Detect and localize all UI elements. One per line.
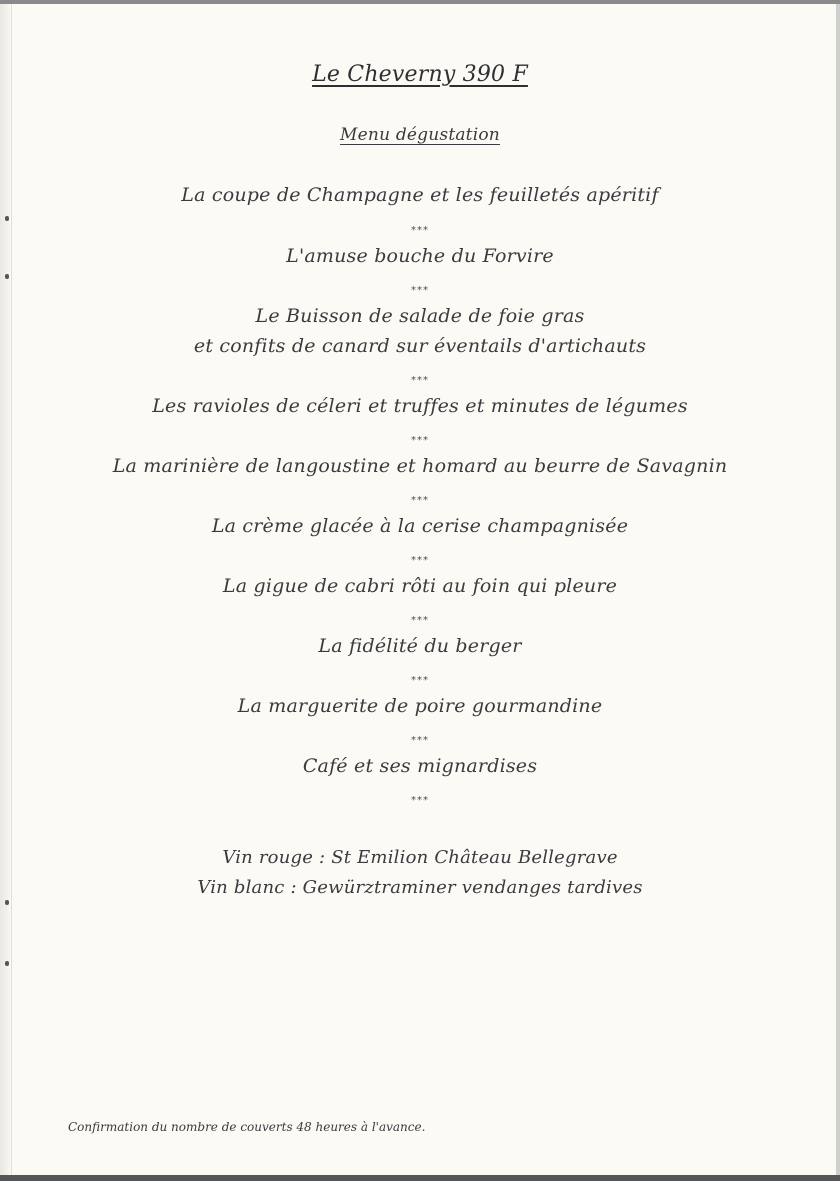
binding-hole [5,961,9,966]
course-item: La crème glacée à la cerise champagnisée [211,515,629,537]
wine-red: Vin rouge : St Emilion Château Bellegrave [222,847,618,868]
binding-hole [5,274,9,279]
course-separator: *** [411,615,429,626]
menu-title: Le Cheverny 390 F [312,62,528,87]
binding-hole [5,900,9,905]
menu-subtitle: Menu dégustation [340,125,500,145]
wine-white: Vin blanc : Gewürztraminer vendanges tardives [197,877,643,898]
reservation-note: Confirmation du nombre de couverts 48 heures à l'avance. [68,1120,426,1134]
course-separator: *** [411,675,429,686]
binding-hole [5,216,9,221]
course-separator: *** [411,375,429,386]
course-separator: *** [411,435,429,446]
course-item: La gigue de cabri rôti au foin qui pleure [222,575,618,597]
course-separator: *** [411,555,429,566]
course-separator: *** [411,795,429,806]
course-item: La fidélité du berger [318,635,522,657]
course-item: Le Buisson de salade de foie gras [255,305,585,327]
course-separator: *** [411,735,429,746]
course-separator: *** [411,225,429,236]
course-item: La coupe de Champagne et les feuilletés apéritif [181,184,659,206]
course-separator: *** [411,495,429,506]
course-item: L'amuse bouche du Forvire [286,245,554,267]
course-item-continuation: et confits de canard sur éventails d'artichauts [193,335,647,357]
course-item: La marguerite de poire gourmandine [237,695,603,717]
course-item: Café et ses mignardises [302,755,538,777]
course-separator: *** [411,285,429,296]
course-item: La marinière de langoustine et homard au beurre de Savagnin [112,455,728,477]
course-item: Les ravioles de céleri et truffes et minutes de légumes [152,395,688,417]
